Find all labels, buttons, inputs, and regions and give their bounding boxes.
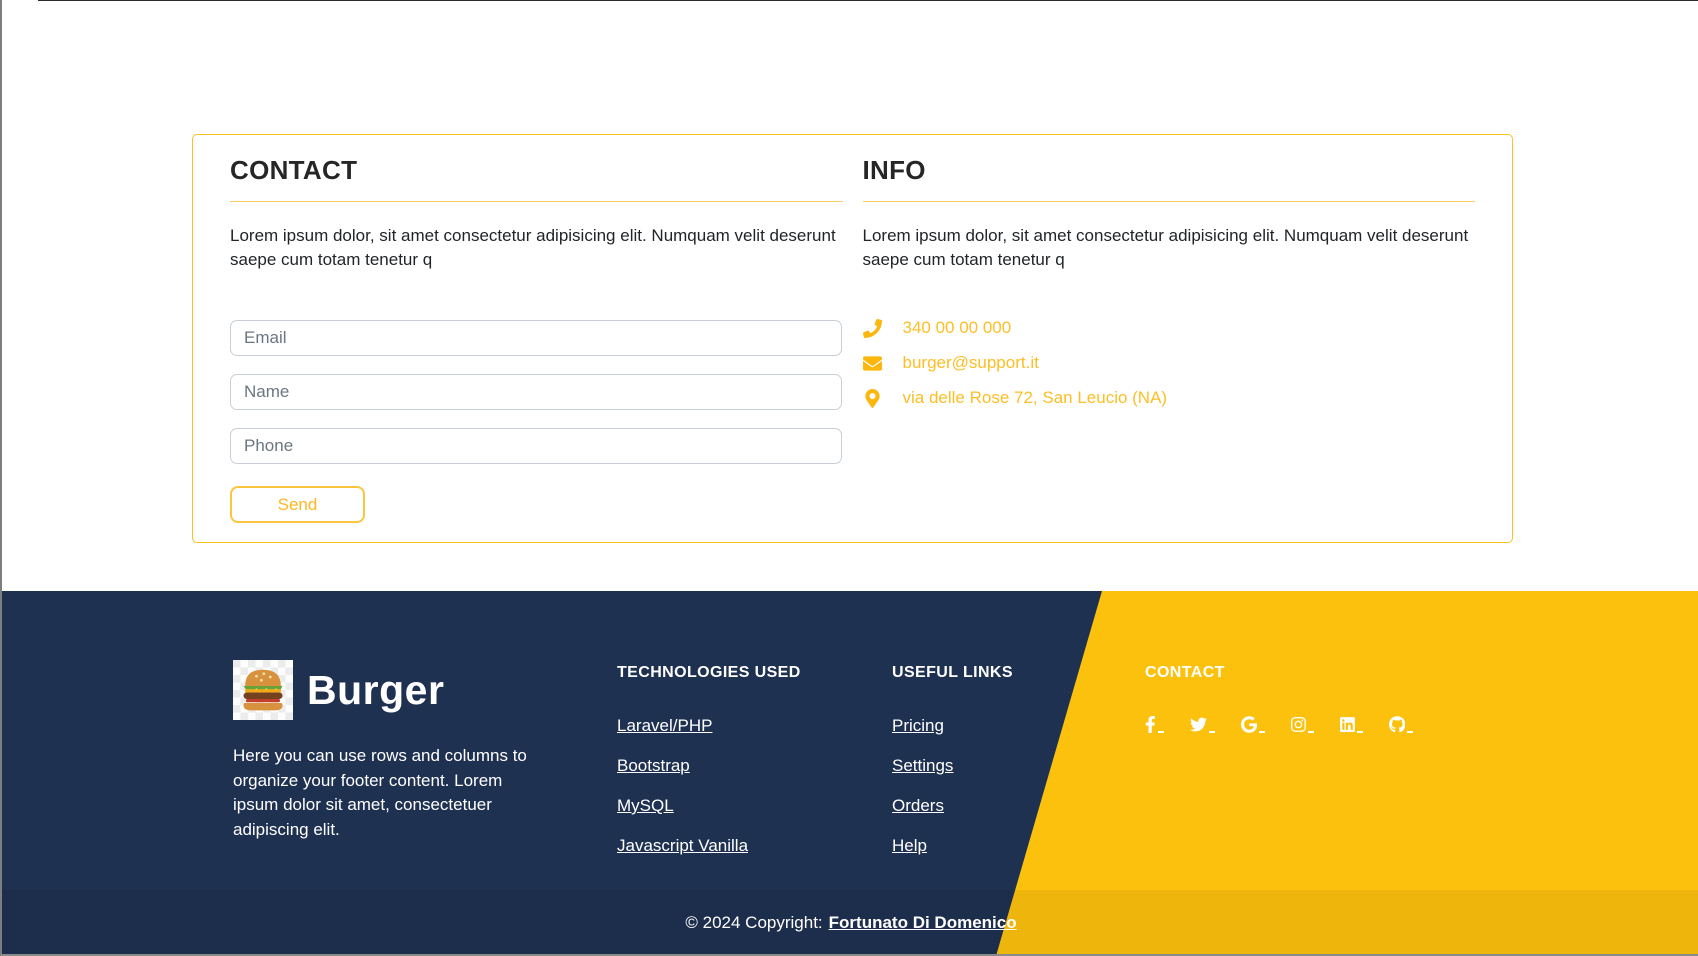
envelope-icon <box>863 354 882 373</box>
info-row-email <box>863 353 1476 373</box>
copyright-author-link[interactable]: Fortunato Di Domenico <box>828 913 1017 932</box>
github-icon[interactable] <box>1389 716 1413 733</box>
info-section <box>863 155 1476 542</box>
phone-icon <box>863 319 882 338</box>
copyright-bar <box>2 890 1698 956</box>
link-bootstrap[interactable]: Bootstrap <box>617 756 690 775</box>
link-help[interactable]: Help <box>892 836 927 855</box>
info-section-title: INFO <box>862 155 926 185</box>
link-pricing[interactable]: Pricing <box>892 716 944 735</box>
brand-name: Burger <box>307 666 445 713</box>
technologies-title: TECHNOLOGIES USED <box>617 664 801 681</box>
footer-brand-block <box>233 660 545 843</box>
footer-contact-title: CONTACT <box>1145 664 1225 681</box>
linkedin-icon[interactable] <box>1340 716 1363 733</box>
contact-form <box>230 320 842 523</box>
twitter-icon[interactable] <box>1190 716 1215 733</box>
link-orders[interactable]: Orders <box>892 796 944 815</box>
link-laravel-php[interactable]: Laravel/PHP <box>617 716 713 735</box>
link-settings[interactable]: Settings <box>892 756 954 775</box>
footer-useful-links-column <box>892 664 1013 876</box>
useful-links-title: USEFUL LINKS <box>892 664 1013 681</box>
google-icon[interactable] <box>1241 716 1265 733</box>
info-description: Lorem ipsum dolor, sit amet consectetur adipisicing elit. Numquam velit deserunt saepe cum totam tenetur q <box>862 226 1469 270</box>
email-input[interactable] <box>230 320 842 356</box>
burger-icon <box>237 664 289 716</box>
info-email-text: burger@support.it <box>902 353 1039 373</box>
facebook-icon[interactable] <box>1145 716 1164 733</box>
social-icons-row <box>1145 716 1439 733</box>
burger-logo-image <box>233 660 293 720</box>
link-javascript-vanilla[interactable]: Javascript Vanilla <box>617 836 749 855</box>
info-row-address <box>863 388 1476 408</box>
contact-description: Lorem ipsum dolor, sit amet consectetur adipisicing elit. Numquam velit deserunt saepe cum totam tenetur q <box>230 226 836 270</box>
footer-technologies-column <box>617 664 801 876</box>
info-list <box>863 318 1476 408</box>
info-title-rule <box>863 201 1476 202</box>
contact-title-rule <box>230 201 843 202</box>
contact-form-section <box>230 155 843 542</box>
info-row-phone <box>863 318 1476 338</box>
info-phone-text: 340 00 00 000 <box>902 318 1012 338</box>
name-input[interactable] <box>230 374 842 410</box>
top-edge-line <box>38 0 1698 1</box>
send-button[interactable]: Send <box>230 486 365 523</box>
phone-input[interactable] <box>230 428 842 464</box>
contact-card <box>192 134 1513 543</box>
footer-contact-column <box>1145 664 1439 733</box>
brand-description: Here you can use rows and columns to organize your footer content. Lorem ipsum dolor sit amet, consectetuer adipiscing elit. <box>233 746 527 839</box>
footer <box>2 591 1698 956</box>
info-address-text: via delle Rose 72, San Leucio (NA) <box>902 388 1168 408</box>
link-mysql[interactable]: MySQL <box>617 796 674 815</box>
brand-row <box>233 660 545 720</box>
contact-section-title: CONTACT <box>230 155 358 185</box>
instagram-icon[interactable] <box>1291 716 1314 733</box>
copyright-text: © 2024 Copyright: <box>685 913 823 932</box>
map-marker-icon <box>863 389 882 408</box>
